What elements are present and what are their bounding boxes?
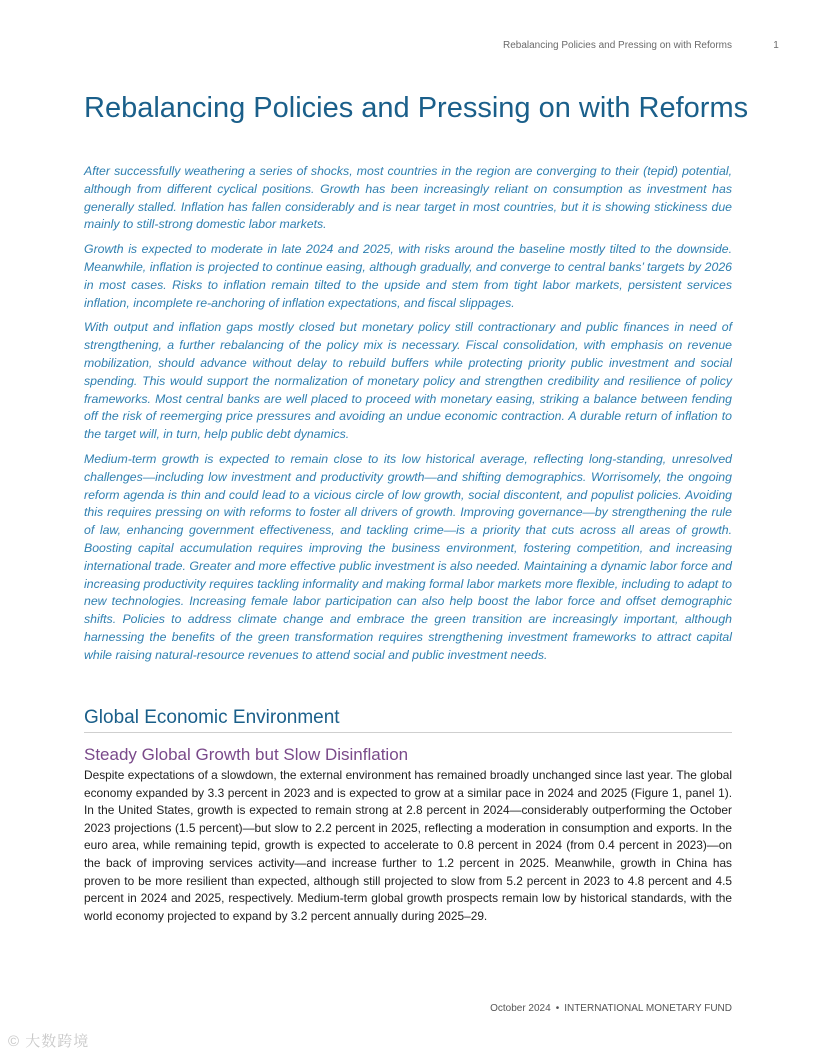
- footer-separator: •: [555, 1003, 560, 1014]
- body-paragraph: Despite expectations of a slowdown, the external environment has remained broadly unchanged since last year. The global economy expanded by 3.3 percent in 2023 and is expected to grow at a similar pace in 2024 and 2025 (Figure 1, panel 1). In the United States, growth is expected to remain strong at 2.8 percent in 2024—considerably outperforming the October 2023 projections (1.5 percent)—but slow to 2.2 percent in 2025, reflecting a moderation in consumption and exports. In the euro area, while remaining tepid, growth is expected to accelerate to 0.8 percent in 2024 (from 0.4 percent in 2023)—on the back of improving services activity—and increase further to 1.2 percent in 2025. Meanwhile, growth in China has proven to be more resilient than expected, although still projected to slow from 5.2 percent in 2023 to 4.8 percent and 4.5 percent in 2024 and 2025, respectively. Medium-term global growth prospects remain low by historical standards, with the world economy projected to expand by 3.2 percent annually during 2025–29.: [84, 768, 732, 923]
- page-number: 1: [773, 40, 779, 51]
- footer-publisher: INTERNATIONAL MONETARY FUND: [564, 1003, 732, 1014]
- summary-block: [84, 163, 732, 672]
- summary-paragraph: After successfully weathering a series of shocks, most countries in the region are converging to their (tepid) potential, although from different cyclical positions. Growth has been increasingly reliant on consumption as investment has generally stalled. Inflation has fallen considerably and is near target in most countries, but it is showing stickiness due mainly to still-strong domestic labor markets.: [84, 164, 732, 232]
- section-heading: Global Economic Environment: [84, 706, 732, 733]
- running-header: Rebalancing Policies and Pressing on with Reforms: [502, 40, 732, 51]
- footer-date: October 2024: [490, 1003, 551, 1014]
- watermark: © 大数跨境: [8, 1033, 90, 1050]
- page-footer: [84, 1003, 732, 1014]
- subsection-heading: Steady Global Growth but Slow Disinflation: [84, 745, 409, 764]
- summary-paragraph: Growth is expected to moderate in late 2024 and 2025, with risks around the baseline mostly tilted to the downside. Meanwhile, inflation is projected to continue easing, although gradually, and converge to central banks’ targets by 2026 in most cases. Risks to inflation remain tilted to the upside and stem from tight labor markets, persistent services inflation, incomplete re-anchoring of inflation expectations, and fiscal slippages.: [84, 242, 732, 310]
- page-title: Rebalancing Policies and Pressing on with Reforms: [84, 92, 749, 124]
- summary-paragraph: With output and inflation gaps mostly closed but monetary policy still contractionary and public finances in need of strengthening, a further rebalancing of the policy mix is necessary. Fiscal consolidation, with emphasis on revenue mobilization, should advance without delay to rebuild buffers while protecting priority public investment and social spending. This would support the normalization of monetary policy and strengthen credibility and resilience of policy frameworks. Most central banks are well placed to proceed with monetary easing, striking a balance between fending off the risk of reemerging price pressures and avoiding an undue economic contraction. A durable return of inflation to the target will, in turn, help public debt dynamics.: [84, 320, 732, 442]
- summary-paragraph: Medium-term growth is expected to remain close to its low historical average, reflecting long-standing, unresolved challenges—including low investment and productivity growth—and shifting demographics. Worrisomely, the ongoing reform agenda is thin and could lead to a vicious circle of low growth, social discontent, and populist policies. Avoiding this requires pressing on with reforms to foster all drivers of growth. Improving governance—by strengthening the rule of law, enhancing government effectiveness, and tackling crime—is a priority that cuts across all areas of growth. Boosting capital accumulation requires improving the business environment, fostering competition, and increasing international trade. Greater and more effective public investment is also needed. Maintaining a dynamic labor force and increasing productivity requires tackling informality and making formal labor markets more flexible, including to adapt to new technologies. Increasing female labor participation can also help boost the labor force and offset demographic shifts. Policies to address climate change and embrace the green transition are increasingly important, although harnessing the benefits of the green transformation requires strengthening investment frameworks to attract capital while raising natural-resource revenues to attend social and public investment needs.: [84, 451, 732, 662]
